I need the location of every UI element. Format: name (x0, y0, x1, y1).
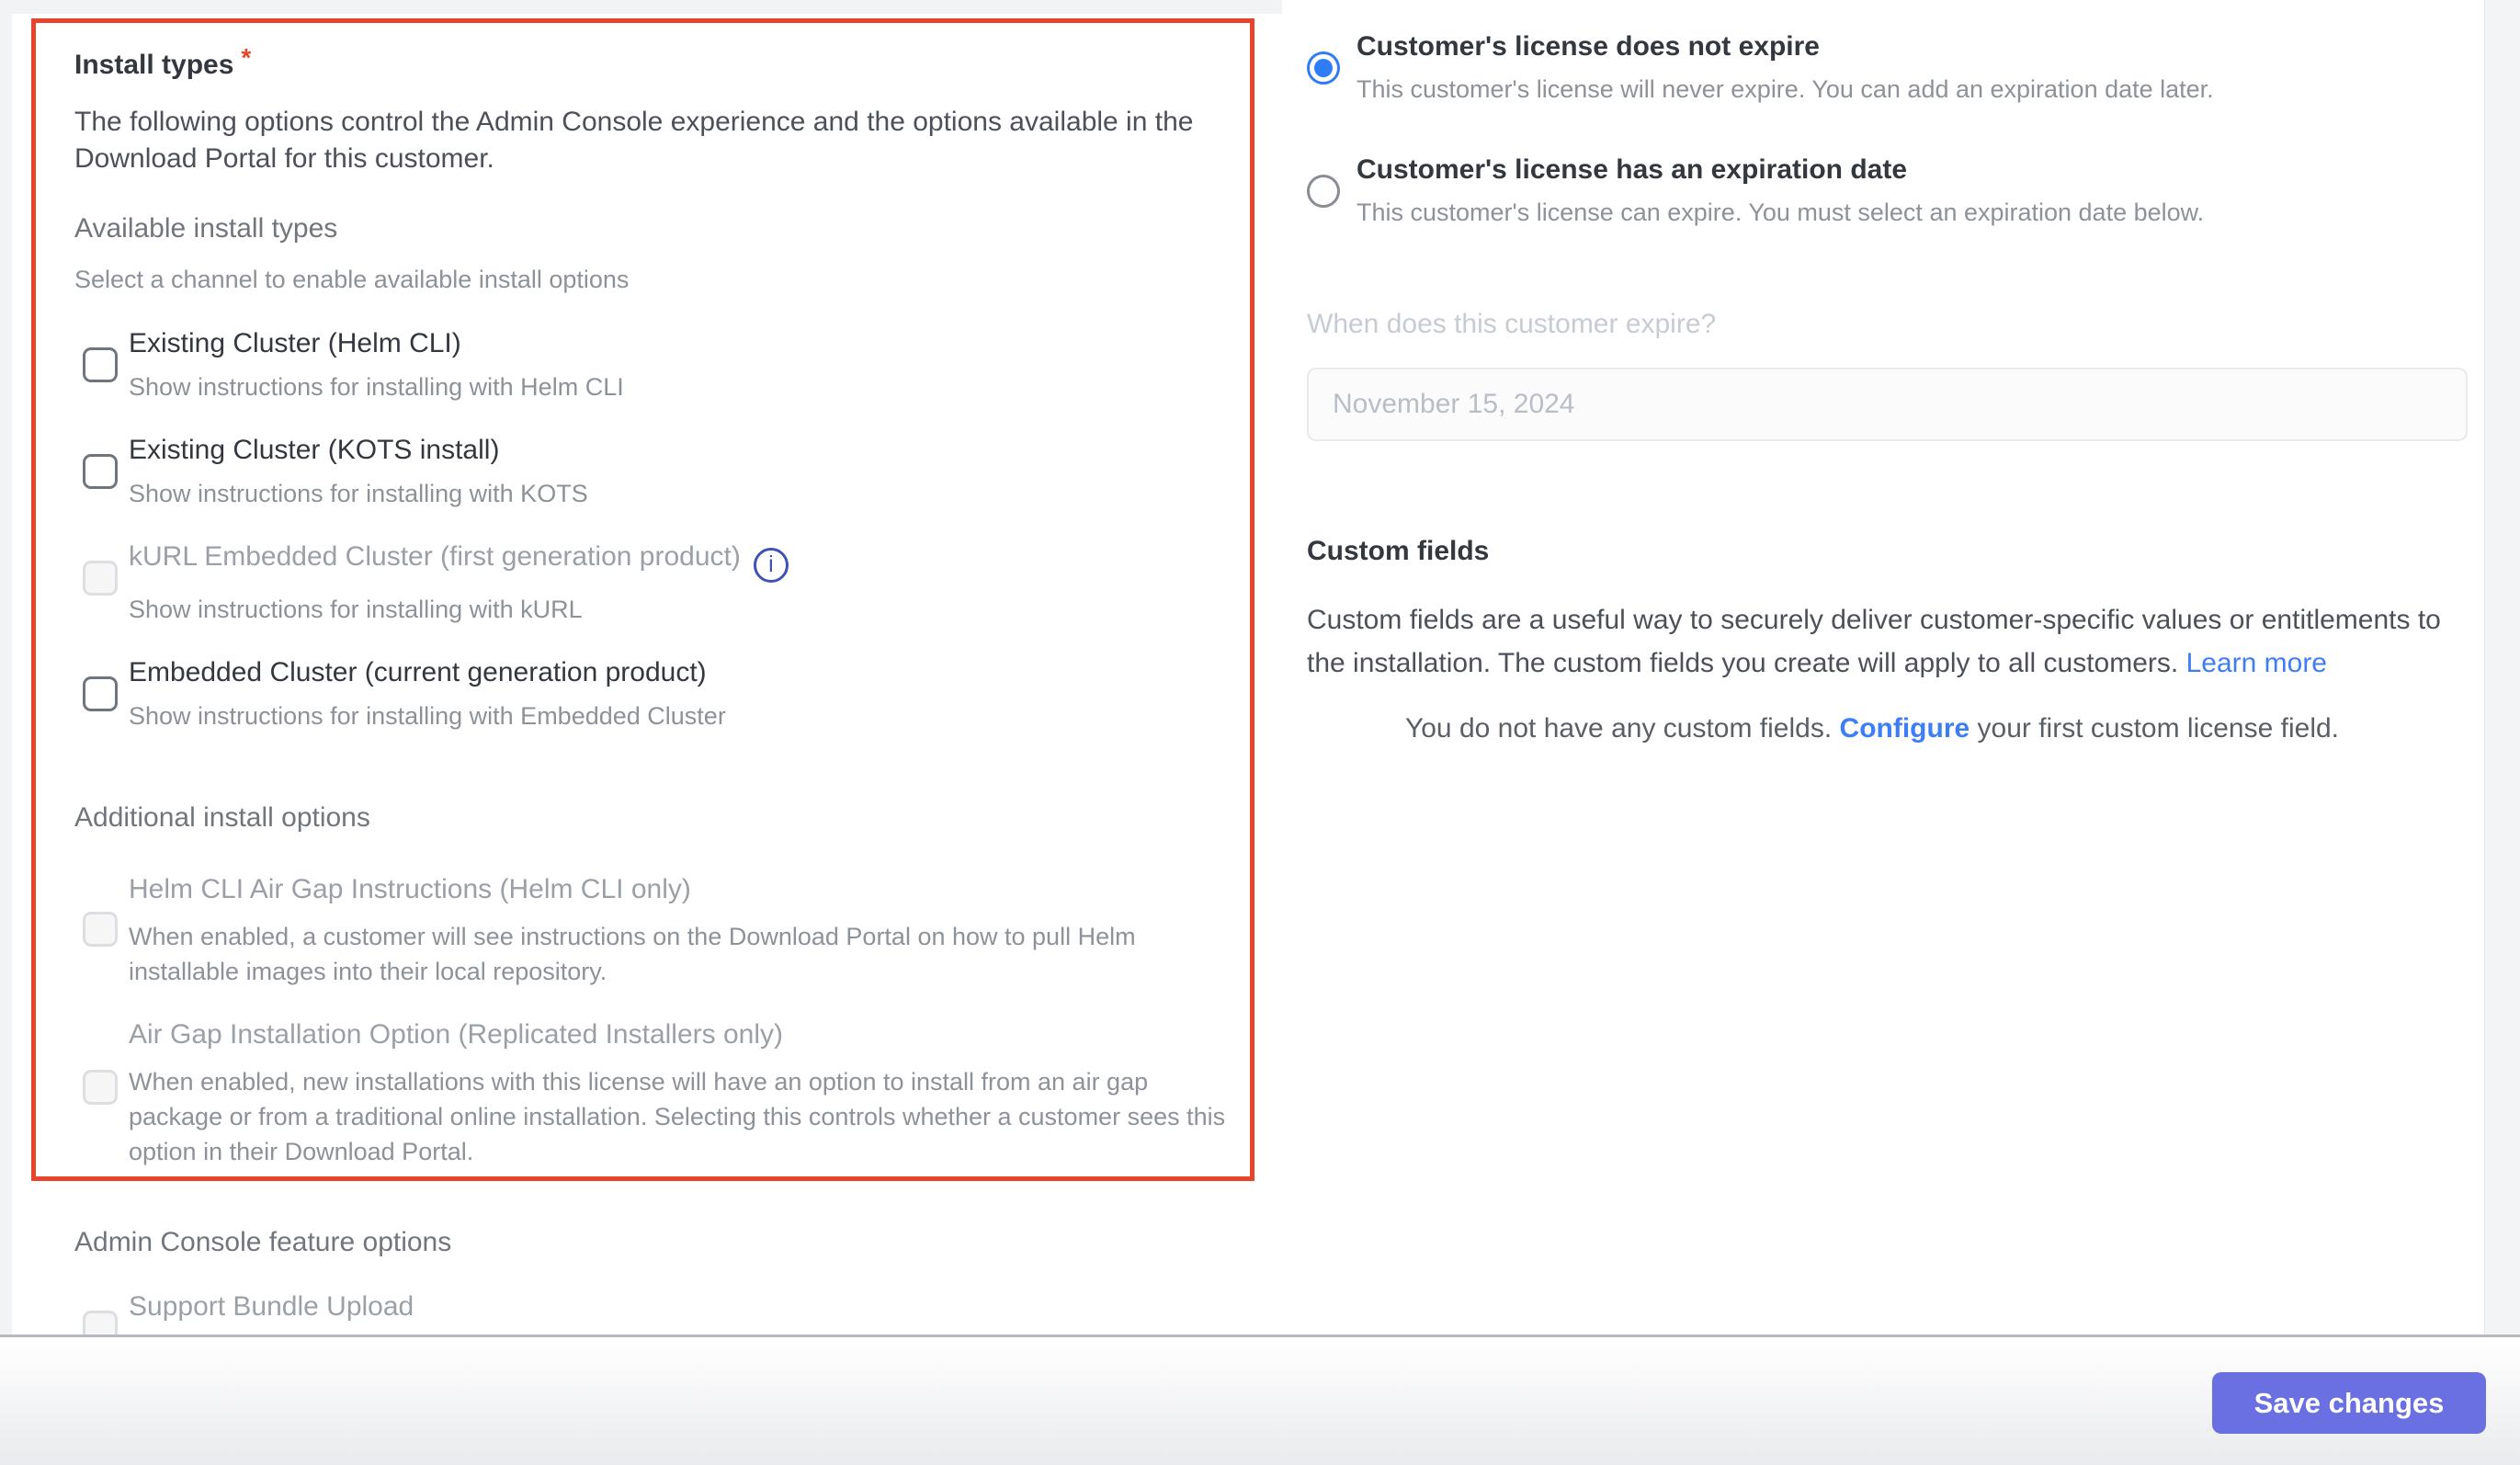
install-types-section (74, 14, 1234, 1364)
settings-content-card (12, 14, 2484, 1334)
embedded-cluster-checkbox[interactable] (83, 676, 118, 711)
footer-bar (0, 1337, 2520, 1465)
option-label: Existing Cluster (KOTS install) (129, 435, 500, 465)
option-body (129, 327, 624, 401)
helm-air-gap-checkbox (83, 912, 118, 947)
radio-body (1356, 153, 2204, 228)
learn-more-link[interactable]: Learn more (2185, 648, 2327, 678)
kurl-embedded-cluster-checkbox (83, 561, 118, 596)
custom-fields-heading: Custom fields (1307, 536, 1490, 566)
option-body (129, 873, 1234, 989)
install-types-title-text: Install types (74, 50, 234, 80)
radio-body (1356, 29, 2214, 105)
option-body (129, 656, 726, 730)
expire-date-input (1307, 368, 2468, 441)
option-label: Helm CLI Air Gap Instructions (Helm CLI only) (129, 874, 691, 904)
license-has-expiration-radio[interactable] (1307, 175, 1340, 208)
page-left-gutter (0, 0, 12, 1334)
custom-fields-description-text: Custom fields are a useful way to securely deliver customer-specific values or entitlements to the installation. The custom fields you create will apply to all customers. (1307, 605, 2441, 678)
option-label: Embedded Cluster (current generation product) (129, 657, 707, 687)
option-row-existing-cluster-kots (74, 434, 1234, 507)
configure-link[interactable]: Configure (1839, 713, 1970, 744)
option-helper: When enabled, a customer will see instructions on the Download Portal on how to pull Helm installable images into their local repository. (129, 923, 1136, 985)
option-label (129, 540, 789, 583)
option-label: Existing Cluster (Helm CLI) (129, 328, 461, 358)
page-right-gutter (2484, 0, 2520, 1334)
select-channel-note: Select a channel to enable available install options (74, 266, 630, 293)
option-helper: When enabled, new installations with this license will have an option to install from an air gap package or from a traditional online installation. Selecting this controls whether a customer sees this option in their Download Portal. (129, 1068, 1226, 1165)
radio-row-no-expiration (1307, 29, 2468, 105)
available-install-types-heading: Available install types (74, 213, 338, 244)
option-row-embedded-cluster (74, 656, 1234, 730)
custom-fields-description (1307, 598, 2463, 685)
custom-fields-empty-suffix: your first custom license field. (1977, 713, 2340, 744)
option-row-kurl-embedded-cluster (74, 540, 1234, 623)
option-body (129, 434, 588, 507)
option-body (129, 540, 789, 623)
radio-label: Customer's license has an expiration date (1356, 154, 1908, 185)
air-gap-installation-checkbox (83, 1070, 118, 1105)
save-button[interactable]: Save changes (2212, 1372, 2486, 1434)
option-row-air-gap-installation (74, 1018, 1234, 1169)
install-types-description: The following options control the Admin Console experience and the options available in the Download Portal for this customer. (74, 107, 1194, 174)
option-label: Air Gap Installation Option (Replicated Installers only) (129, 1019, 784, 1050)
option-row-existing-cluster-helm (74, 327, 1234, 401)
page-top-strip (12, 0, 1282, 14)
custom-fields-empty-prefix: You do not have any custom fields. (1404, 713, 1833, 744)
license-does-not-expire-radio[interactable] (1307, 51, 1340, 85)
radio-helper: This customer's license will never expire. You can add an expiration date later. (1356, 75, 2214, 103)
option-helper: Show instructions for installing with Helm CLI (129, 373, 624, 401)
option-helper: Show instructions for installing with KOTS (129, 480, 588, 507)
additional-install-options-heading: Additional install options (74, 802, 370, 833)
license-expiration-section (1307, 14, 2468, 745)
existing-cluster-helm-checkbox[interactable] (83, 347, 118, 382)
radio-helper: This customer's license can expire. You must select an expiration date below. (1356, 199, 2205, 226)
option-label-text: kURL Embedded Cluster (first generation product) (129, 541, 741, 572)
install-types-title (74, 43, 1234, 82)
option-helper: Show instructions for installing with Embedded Cluster (129, 702, 726, 730)
custom-fields-empty-state (1307, 712, 2437, 745)
existing-cluster-kots-checkbox[interactable] (83, 454, 118, 489)
option-row-helm-air-gap (74, 873, 1234, 989)
expire-date-label: When does this customer expire? (1307, 309, 1717, 339)
radio-label: Customer's license does not expire (1356, 31, 1820, 62)
radio-row-has-expiration (1307, 153, 2468, 228)
option-label: Support Bundle Upload (129, 1291, 414, 1322)
admin-console-feature-options-heading: Admin Console feature options (74, 1227, 452, 1257)
option-helper: Show instructions for installing with kURL (129, 596, 583, 623)
option-body (129, 1018, 1234, 1169)
required-asterisk: * (241, 43, 252, 72)
info-icon[interactable]: i (754, 548, 789, 583)
